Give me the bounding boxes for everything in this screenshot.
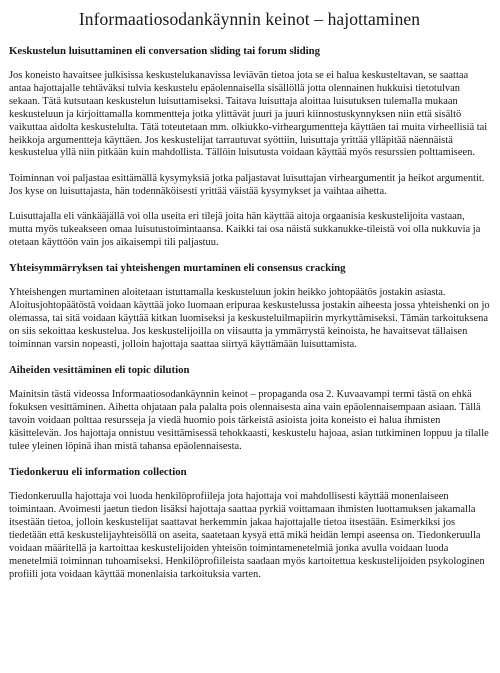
section-heading: Keskustelun luisuttaminen eli conversation sliding tai forum sliding <box>9 45 321 57</box>
section-heading: Aiheiden vesittäminen eli topic dilution <box>9 364 190 377</box>
paragraph: Yhteishengen murtaminen aloitetaan istuttamalla keskusteluun jokin heikko johtopäätös jostakin asiasta. Aloitusjohtopäätöstä voidaan käyttää joko luomaan eripuraa keskustelussa jostakin aiheesta jossa yhteishenki on jo olemassa, tai sitä voidaan käyttää kitkan luomiseksi ja keskusteluilmapiirin myrkyttämiseksi. Tämän tarkoituksena on siis sekoittaa keskustelua. Jos keskustelijoilla on viisautta ja ymmärrystä keinoista, he havaitsevat tällaisen toiminnan varsin nopeasti, jolloin hajottaja saattaa siirtyä käyttämään luisuttamista. <box>9 287 490 350</box>
section-information-collection <box>9 466 490 581</box>
section-heading: Yhteisymmärryksen tai yhteishengen murtaminen eli consensus cracking <box>9 262 346 275</box>
section-conversation-sliding <box>9 45 490 250</box>
paragraph: Tiedonkeruulla hajottaja voi luoda henkilöprofiileja jota hajottaja voi mahdollisesti käyttää monenlaiseen toimintaan. Avoimesti jaetun tiedon lisäksi hajottaja saattaa pyrkiä voittamaan ihmisten luottamuksen jakamalla itsestään tietoa, jolloin keskustelijat saattavat herkemmin jakaa hajottajalle tietoa itsestään. Esimerkiksi jos tiedetään että keskustelijayhteisöllä on aseita, saatetaan kysyä että mikä heidän lempi aseensa on. Tiedonkeruulla voidaan määritellä ja kartoittaa keskustelijoiden yhteisön toimintamenetelmiä jonka avulla voidaan luoda menetelmiä toiminnan tuhoamiseksi. Henkilöprofiileista saadaan myös kartoitettua keskustelijoiden psykologinen profiili jota voidaan käyttää monenlaisia tarkoituksia varten. <box>9 491 485 580</box>
section-consensus-cracking <box>9 262 490 352</box>
paragraph: Toiminnan voi paljastaa esittämällä kysymyksiä jotka paljastavat luisuttajan virheargumentit ja heikot argumentit. Jos kyse on luisuttajasta, hän todennäköisesti yrittää väistää kysymykset ja vaihtaa aihetta. <box>9 172 485 197</box>
paragraph: Jos koneisto havaitsee julkisissa keskustelukanavissa leviävän tietoa jota se ei halua keskusteltavan, se saattaa antaa hajottajalle tehtäväksi tulvia keskustelu epäolennaisella sisällöllä jotta olennainen hukkuisi tietotulvan sekaan. Tätä kutsutaan keskustelun luisuttamiseksi. Taitava luisuttaja aloittaa luisutuksen tulemalla mukaan keskusteluun ja kirjoittamalla kommentteja jotka ylittävät juuri ja juuri kiinnostuskynnyksen niin että sisältö vaikuttaa aidolta keskustelulta. Tätä toteutetaan mm. olkiukko-virheargumentteja käyttäen tai muita virheellisiä tai heikkoja argumentteja käyttäen. Jos keskustelijat tarrautuvat syöttiin, luisuttaja yrittää ylläpitää näennäistä keskustelua yllä niin pitkään kuin mahdollista. Tällöin luisutusta voidaan käyttää myös resurssien polttamiseen. <box>9 70 488 159</box>
paragraph: Mainitsin tästä videossa Informaatiosodankäynnin keinot – propaganda osa 2. Kuvaavampi termi tästä on ehkä fokuksen vesittäminen. Aihetta ohjataan pala palalta pois olennaisesta aina vain epäolennaisempaan asiaan. Tällä tavoin voidaan polttaa resursseja ja viedä huomio pois tärkeistä asioista joita koneisto ei halua ihmisten käsittelevän. Jos hajottaja onnistuu vesittämisessä tehokkaasti, keskustelu hajoaa, asian tutkiminen loppuu ja tilalle tulee yleinen löpinä ihan mistä tahansa epäolennaisesta. <box>9 389 489 453</box>
document-title: Informaatiosodankäynnin keinot – hajottaminen <box>78 9 421 29</box>
paragraph: Luisuttajalla eli vänkääjällä voi olla useita eri tilejä joita hän käyttää aitoja orgaanisia keskustelijoita vastaan, mutta myös tukeakseen omaa luisutustoimintaansa. Kaikki tai osa näistä sukkanukke-tileistä voi olla nukkuvia ja otetaan käyttöön vain jos aikaisempi tili paljastuu. <box>9 211 481 248</box>
section-heading: Tiedonkeruu eli information collection <box>9 466 187 479</box>
section-topic-dilution <box>9 364 490 454</box>
